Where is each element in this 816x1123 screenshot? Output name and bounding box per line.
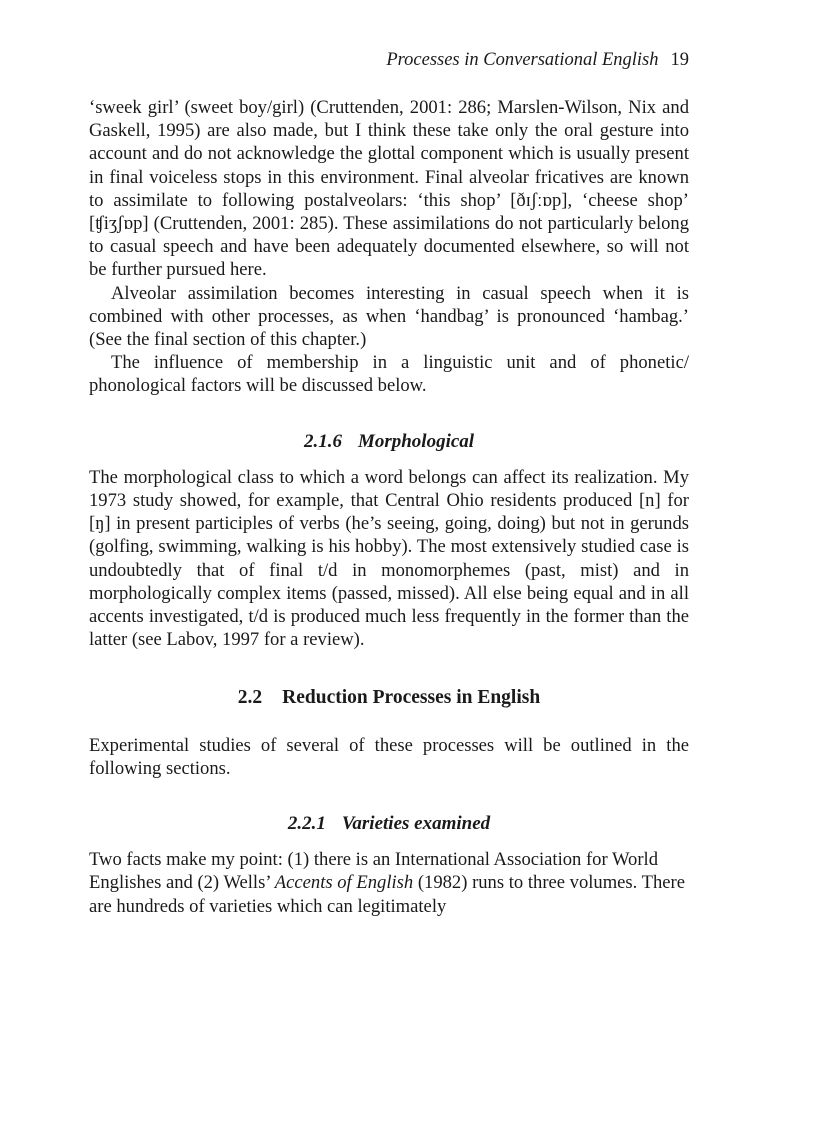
- section-title: Varieties examined: [341, 813, 491, 835]
- section-title: Morphological: [357, 430, 475, 452]
- paragraph: [89, 848, 689, 918]
- book-title: Accents of English: [274, 872, 414, 894]
- paragraph: The influence of membership in a linguistic unit and of phonetic/ phonological factors will be discussed below.: [89, 352, 689, 397]
- section-heading-2-1-6: [89, 430, 689, 453]
- running-head: [386, 50, 689, 71]
- paragraph: ‘sweek girl’ (sweet boy/girl) (Cruttenden, 2001: 286; Marslen-Wilson, Nix and Gaskell, 1995) are also made, but I think these take only the oral gesture into account and do not acknowledge the glottal component which is usually present in final voiceless stops in this environment. Final alveolar fricatives are known to assimilate to following postalveolars: ‘this shop’ [ðɪʃːɒp], ‘cheese shop’ [ʧiʒʃɒp] (Cruttenden, 2001: 285). These assimilations do not particularly belong to casual speech and have been adequately documented elsewhere, so will not be further pursued here.: [89, 97, 689, 281]
- paragraph: The morphological class to which a word belongs can affect its realization. My 1973 study showed, for example, that Central Ohio residents produced [n] for [ŋ] in present participles of verbs (he’s seeing, going, doing) but not in gerunds (golfing, swimming, walking is his hobby). The most extensively studied case is undoubtedly that of final t/d in monomorphemes (past, mist) and in morphologically complex items (passed, missed). All else being equal and in all accents investigated, t/d is produced much less frequently in the former than the latter (see Labov, 1997 for a review).: [89, 466, 689, 651]
- section-number: 2.1.6: [303, 430, 342, 452]
- paragraph: Alveolar assimilation becomes interesting in casual speech when it is combined with other processes, as when ‘handbag’ is pronounced ‘hambag.’ (See the final section of this chapter.): [89, 282, 689, 351]
- section-heading-2-2-1: [89, 812, 689, 835]
- paragraph: Experimental studies of several of these processes will be outlined in the following sections.: [89, 734, 689, 779]
- paragraph-text: Two facts make my point: (1) there is an International Association for World Englishes and (2) Wells’: [89, 849, 658, 894]
- paragraph-text: (1982) runs to three volumes. There are hundreds of varieties which can legitimately: [89, 872, 685, 917]
- section-title: Reduction Processes in English: [282, 687, 541, 709]
- section-number: 2.2.1: [287, 813, 326, 835]
- page-number: 19: [670, 50, 689, 70]
- running-head-title: Processes in Conversational English: [386, 50, 659, 70]
- section-number: 2.2: [237, 687, 263, 709]
- body-text: [89, 96, 689, 918]
- section-heading-2-2: [89, 686, 689, 709]
